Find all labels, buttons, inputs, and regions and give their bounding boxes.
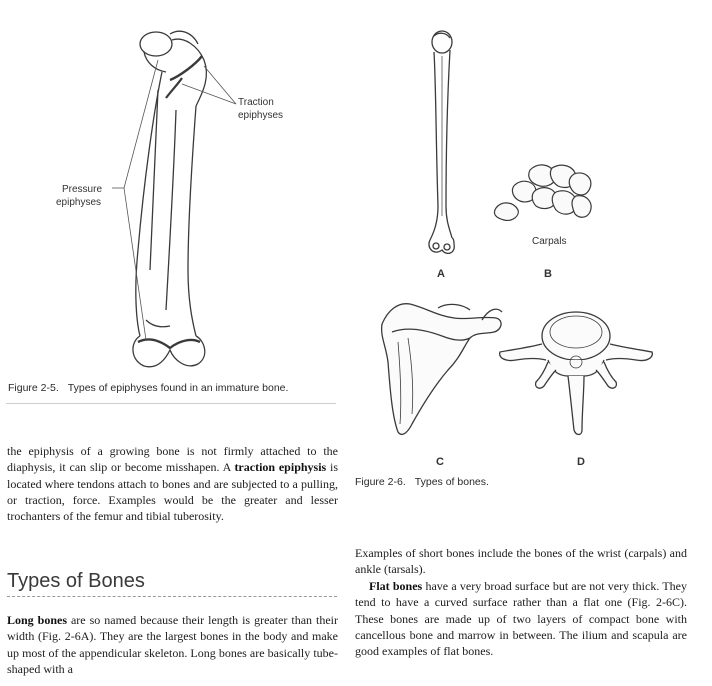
- pressure-label-line2: epiphyses: [56, 197, 102, 208]
- figure-letter-d: D: [577, 456, 585, 468]
- traction-label-line1: Traction: [238, 97, 274, 108]
- figure-2-5-number: Figure 2-5.: [8, 382, 59, 394]
- caption-rule: [6, 403, 336, 404]
- figure-2-5-text: Types of epiphyses found in an immature bone.: [67, 382, 289, 394]
- figure-2-6-number: Figure 2-6.: [355, 476, 406, 488]
- pressure-label-line1: Pressure: [62, 184, 103, 195]
- flat-bones-paragraph: [355, 578, 687, 659]
- figure-letter-a: A: [437, 268, 445, 280]
- term-long-bones: Long bones: [7, 613, 67, 627]
- traction-epiphysis-paragraph: [7, 443, 338, 524]
- paragraph-text: Examples of short bones include the bones of the wrist (carpals) and ankle (tarsals).: [355, 546, 687, 577]
- long-bone-illustration: [420, 26, 466, 258]
- short-bones-paragraph: [355, 545, 687, 578]
- scapula-illustration: [378, 296, 508, 446]
- paragraph-text: the epiphysis of a growing bone is not firmly attached to the diaphysis, it can slip or become misshapen. A: [7, 444, 338, 475]
- traction-label-line2: epiphyses: [238, 110, 284, 121]
- paragraph-text: are so named because their length is greater than their width (Fig. 2-6A). They are the largest bones in the body and make up most of the appendicular skeleton. Long bones are basically tube-shaped with a: [7, 613, 338, 676]
- carpals-illustration: [490, 160, 600, 230]
- pressure-leader-lines: [108, 180, 168, 360]
- figure-letter-b: B: [544, 268, 552, 280]
- carpals-label: Carpals: [532, 236, 567, 247]
- term-flat-bones: Flat bones: [369, 579, 423, 593]
- section-heading-rule: [7, 596, 337, 597]
- term-traction-epiphysis: traction epiphysis: [234, 460, 327, 475]
- figure-letter-c: C: [436, 456, 444, 468]
- vertebra-illustration: [496, 302, 656, 442]
- long-bones-paragraph: [7, 612, 338, 677]
- section-heading: Types of Bones: [7, 570, 145, 592]
- figure-2-6-text: Types of bones.: [414, 476, 489, 488]
- figure-2-5-caption: [8, 382, 288, 394]
- paragraph-text: is located where tendons attach to bones and are subjected to a pulling, or traction, force. Examples would be the greater and lesser trochanters of the femur and tibial tuberosity.: [7, 460, 338, 524]
- paragraph-text: have a very broad surface but are not very thick. They tend to have a curved surface rather than a flat one (Fig. 2-6C). These bones are made up of two layers of compact bone with cancellous bone and marrow in between. The ilium and scapula are good examples of flat bones.: [355, 579, 687, 659]
- figure-2-6-caption: [355, 476, 489, 488]
